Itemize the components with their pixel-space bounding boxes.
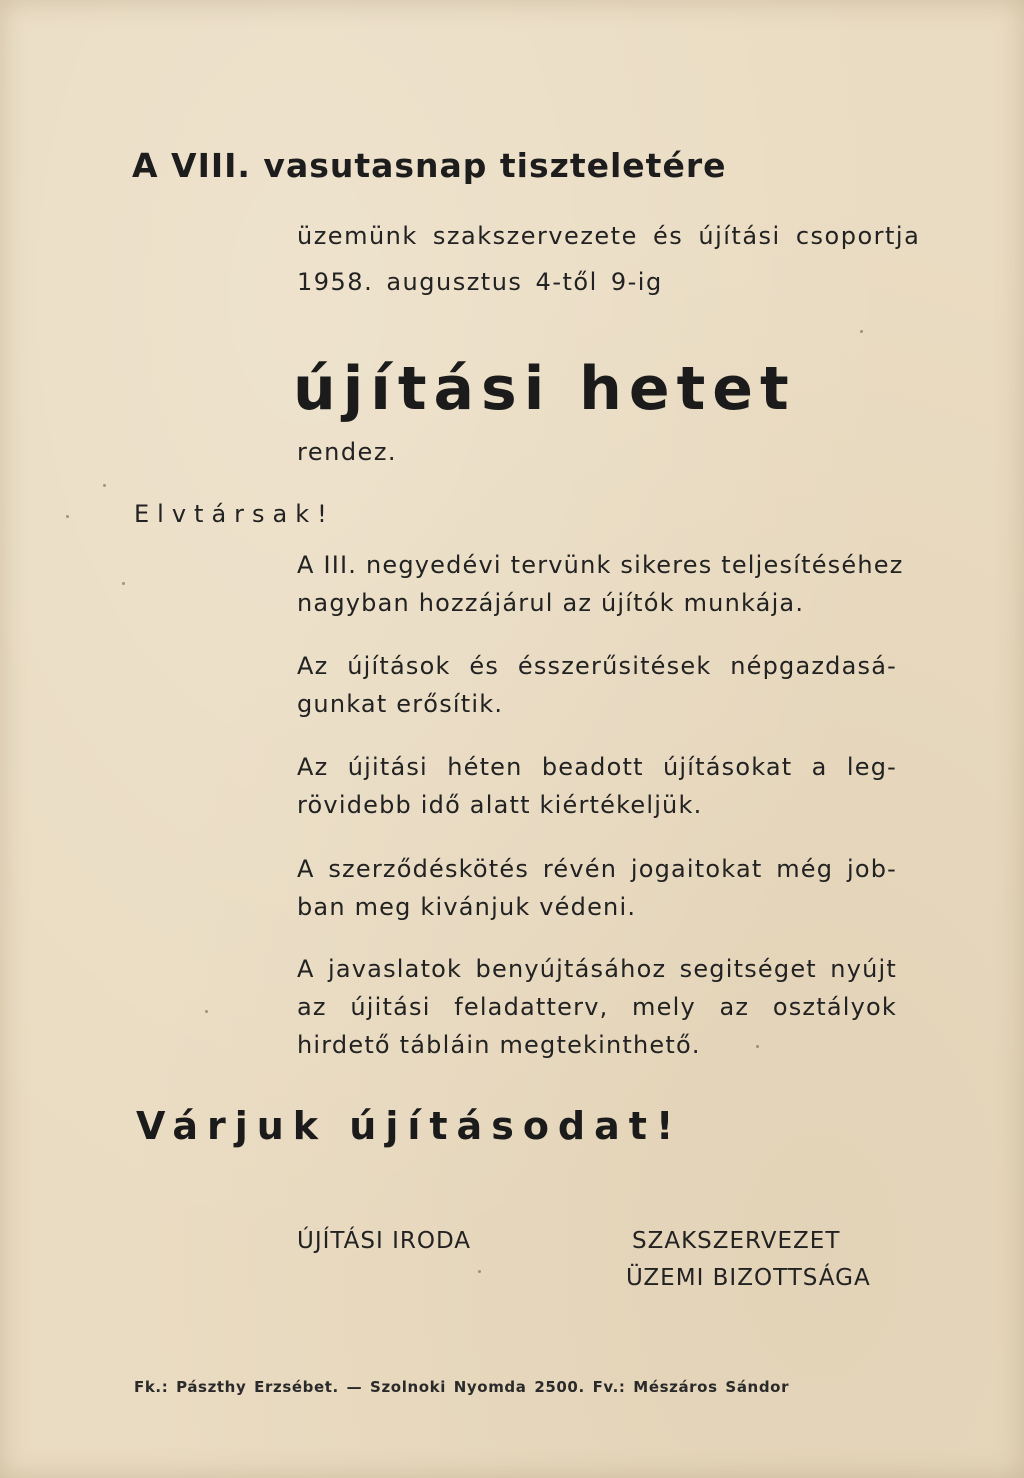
- slogan: Várjuk újításodat!: [136, 1104, 683, 1148]
- paper-speck: [103, 484, 106, 487]
- poster-heading: A VIII. vasutasnap tiszteletére: [132, 146, 727, 185]
- printer-footer: Fk.: Pászthy Erzsébet. — Szolnoki Nyomda 2500. Fv.: Mészáros Sándor: [134, 1378, 790, 1396]
- paragraph-line: nagyban hozzájárul az újítók munkája.: [297, 589, 805, 617]
- paragraph-line: rövidebb idő alatt kiértékeljük.: [297, 791, 703, 819]
- signature-union-line-2: ÜZEMI BIZOTTSÁGA: [626, 1265, 871, 1291]
- paragraph-line: Az újitási héten beadott újításokat a leg-: [297, 753, 897, 781]
- paragraph-3: [297, 748, 897, 824]
- paragraph-line: A javaslatok benyújtásához segitséget nyújt: [297, 955, 897, 983]
- paper-speck: [66, 515, 69, 518]
- paragraph-line: Az újítások és ésszerűsitések népgazdasá-: [297, 652, 897, 680]
- paragraph-line: hirdető tábláin megtekinthető.: [297, 1031, 701, 1059]
- paragraph-line: A III. negyedévi tervünk sikeres teljesítéséhez: [297, 551, 904, 579]
- signature-union-line-1: SZAKSZERVEZET: [632, 1228, 841, 1254]
- greeting: Elvtársak!: [134, 500, 335, 528]
- paragraph-2: [297, 647, 897, 723]
- paragraph-line: A szerződéskötés révén jogaitokat még job-: [297, 855, 897, 883]
- paper-speck: [122, 582, 125, 585]
- signature-innovation-office: ÚJÍTÁSI IRODA: [297, 1228, 471, 1254]
- paper-speck: [860, 330, 863, 333]
- intro-line-2: 1958. augusztus 4-től 9-ig: [297, 268, 663, 296]
- event-title: újítási hetet: [293, 354, 796, 424]
- paragraph-line: gunkat erősítik.: [297, 690, 504, 718]
- paper-speck: [756, 1045, 759, 1048]
- paper-speck: [205, 1010, 208, 1013]
- intro-line-1: üzemünk szakszervezete és újítási csoportja: [297, 222, 921, 250]
- paragraph-5: [297, 950, 897, 1064]
- paragraph-1: [297, 546, 904, 622]
- paragraph-line: ban meg kivánjuk védeni.: [297, 893, 637, 921]
- paper-speck: [478, 1270, 481, 1273]
- paragraph-4: [297, 850, 897, 926]
- closing-verb: rendez.: [297, 438, 398, 466]
- paragraph-line: az újitási feladatterv, mely az osztályok: [297, 993, 897, 1021]
